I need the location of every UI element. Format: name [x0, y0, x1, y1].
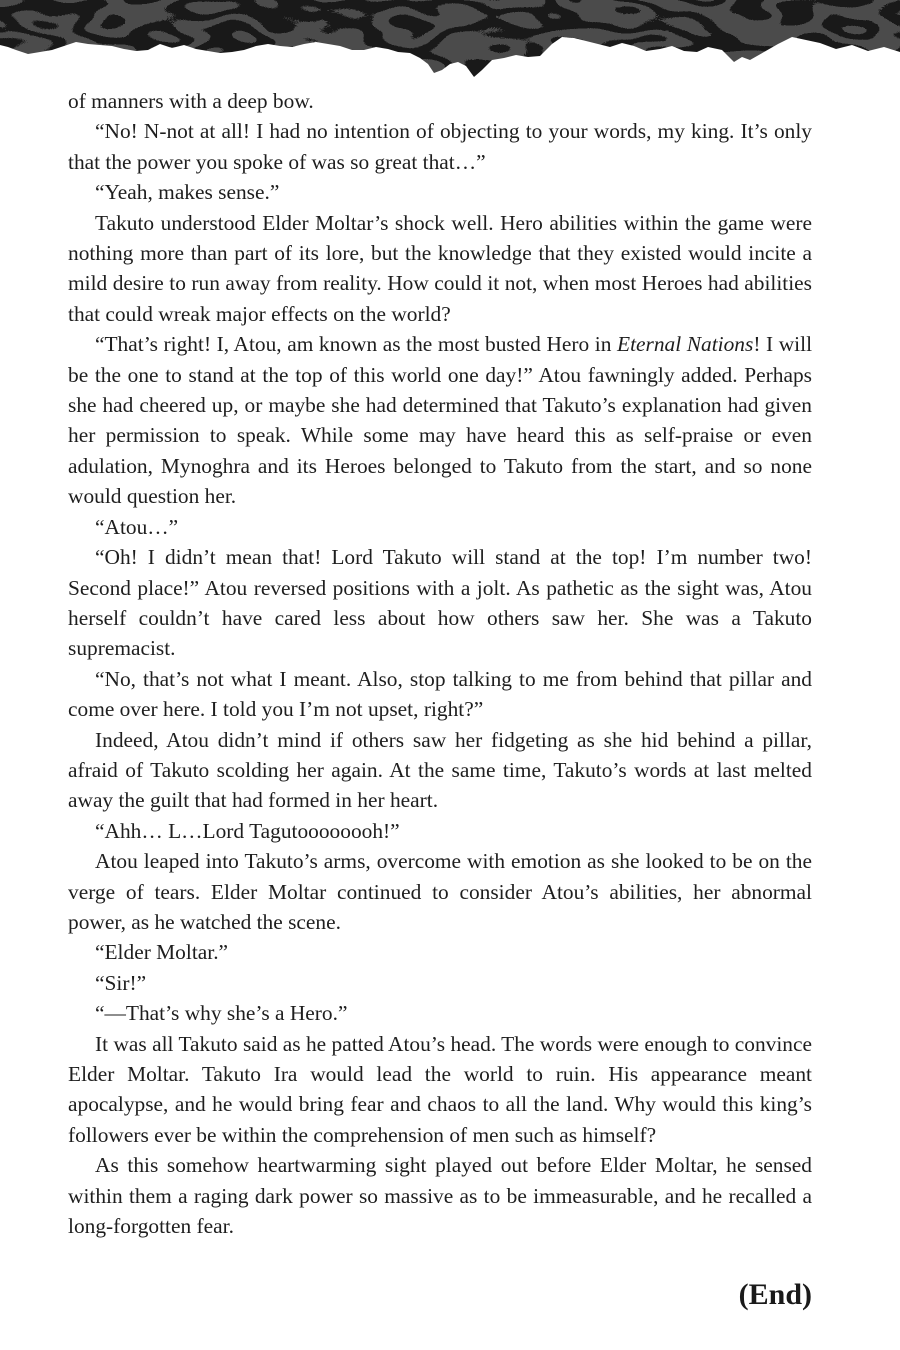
paragraph: “Oh! I didn’t mean that! Lord Takuto will stand at the top! I’m number two! Second place!” Atou reversed positions with a jolt. As pathetic as the sight was, Atou herself couldn’t have cared less about how others saw her. She was a Takuto supremacist.	[68, 545, 812, 661]
paragraph: “Sir!”	[95, 970, 147, 995]
paragraph: “Ahh… L…Lord Tagutoooooooh!”	[95, 818, 400, 843]
paragraph: “Elder Moltar.”	[95, 940, 229, 965]
end-marker: (End)	[738, 1278, 812, 1312]
paragraph: It was all Takuto said as he patted Atou’s head. The words were enough to convince Elder Moltar. Takuto Ira would lead the world to ruin. His appearance meant apocalypse, and he would bring fear and chaos to all the land. Why would this king’s followers ever be within the comprehension of men such as himself?	[68, 1031, 812, 1147]
paragraph: “Yeah, makes sense.”	[95, 180, 280, 205]
paragraph: of manners with a deep bow.	[68, 89, 314, 113]
torn-paper-header	[0, 0, 900, 80]
paragraph: Atou leaped into Takuto’s arms, overcome with emotion as she looked to be on the verge of tears. Elder Moltar continued to consider Atou’s abilities, her abnormal power, as he watched the scene.	[68, 849, 812, 934]
paragraph: “Atou…”	[95, 514, 179, 539]
paragraph: Takuto understood Elder Moltar’s shock well. Hero abilities within the game were nothing more than part of its lore, but the knowledge that they existed would incite a mild desire to run away from reality. How could it not, when most Heroes had abilities that could wreak major effects on the world?	[68, 210, 812, 326]
paragraph: “No, that’s not what I meant. Also, stop talking to me from behind that pillar and come over here. I told you I’m not upset, right?”	[68, 666, 812, 722]
paragraph-segment: “That’s right! I, Atou, am known as the most busted Hero in	[95, 332, 618, 357]
paragraph: As this somehow heartwarming sight played out before Elder Moltar, he sensed within them a raging dark power so massive as to be immeasurable, and he recalled a long-forgotten fear.	[68, 1153, 812, 1239]
paragraph-segment: ! I will be the one to stand at the top of this world one day!” Atou fawningly added. Perhaps she had cheered up, or maybe she had determined that Takuto’s explanation had given her permission to speak. While some may have heard this as self-praise or even adulation, Mynoghra and its Heroes belonged to Takuto from the start, and so none would question her.	[68, 332, 813, 509]
paragraph: “No! N-not at all! I had no intention of objecting to your words, my king. It’s only that the power you spoke of was so great that…”	[68, 119, 812, 174]
paragraph: Indeed, Atou didn’t mind if others saw her fidgeting as she hid behind a pillar, afraid of Takuto scolding her again. At the same time, Takuto’s words at last melted away the guilt that had formed in her heart.	[68, 727, 812, 813]
italic-title: Eternal Nations	[617, 332, 754, 357]
paragraph	[68, 329, 812, 511]
page-text	[68, 86, 812, 1313]
fingerprint-texture	[0, 0, 900, 80]
paragraph: “—That’s why she’s a Hero.”	[95, 1001, 348, 1026]
